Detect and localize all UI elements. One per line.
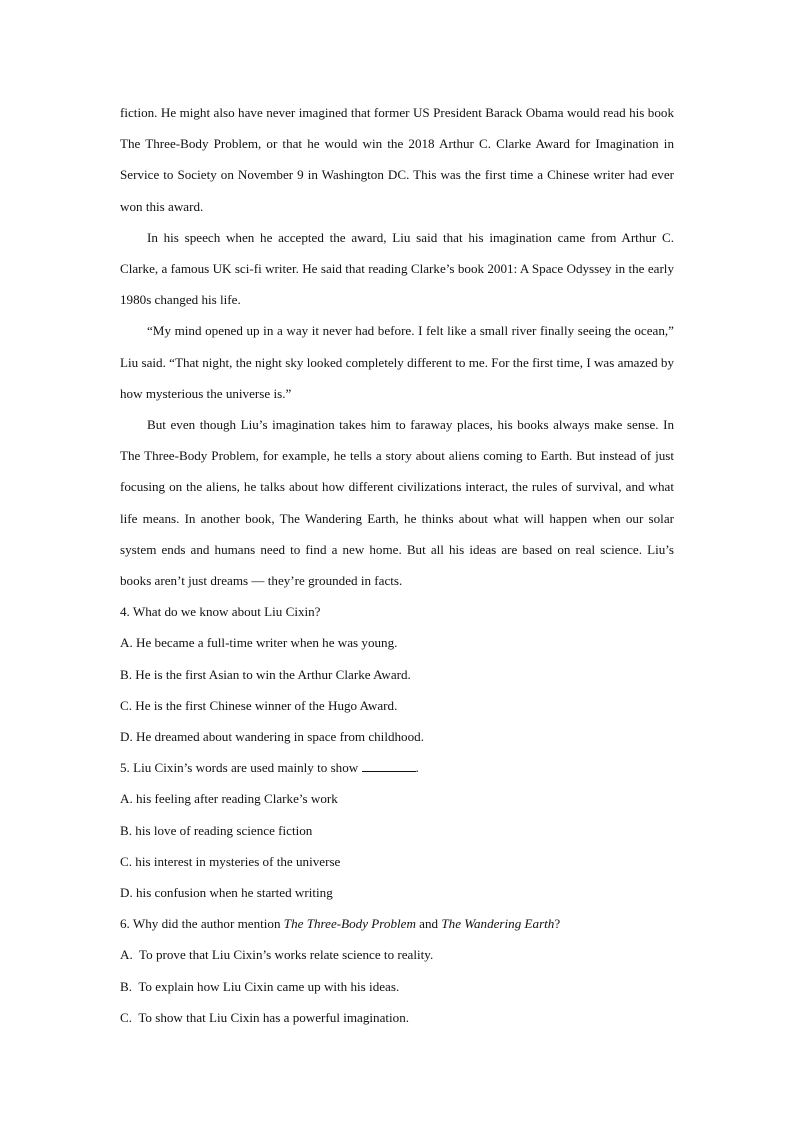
question-5-option-c: C. his interest in mysteries of the universe: [120, 853, 341, 869]
question-6-stem-mid: and: [415, 916, 442, 932]
book-title-wandering-earth: The Wandering Earth: [441, 916, 555, 932]
question-6-option-b: B. To explain how Liu Cixin came up with his ideas.: [120, 978, 400, 994]
question-5-option-a: A. his feeling after reading Clarke’s work: [120, 791, 338, 807]
question-4-stem: 4. What do we know about Liu Cixin?: [120, 604, 321, 620]
page-content: [120, 97, 674, 1033]
question-5-option-d: D. his confusion when he started writing: [120, 885, 333, 901]
question-4-option-a: A. He became a full-time writer when he was young.: [120, 635, 398, 651]
question-6-option-a: A. To prove that Liu Cixin’s works relate science to reality.: [120, 947, 434, 963]
question-6-stem: [120, 908, 674, 939]
answer-blank: [362, 759, 416, 772]
passage-paragraph-3: “My mind opened up in a way it never had before. I felt like a small river finally seeing the ocean,” Liu said. “That night, the night sky looked completely different to me. For the first time, I was amazed by how mysterious the universe is.”: [120, 323, 674, 401]
passage-paragraph-2: In his speech when he accepted the award, Liu said that his imagination came from Arthur C. Clarke, a famous UK sci-fi writer. He said that reading Clarke’s book 2001: A Space Odyssey in the early 1980s changed his life.: [120, 229, 674, 308]
passage-paragraph-1: fiction. He might also have never imagined that former US President Barack Obama would read his book The Three-Body Problem, or that he would win the 2018 Arthur C. Clarke Award for Imagination in Service to Society on November 9 in Washington DC. This was the first time a Chinese writer had ever won this award.: [120, 105, 674, 214]
question-6-option-c: C. To show that Liu Cixin has a powerful imagination.: [120, 1009, 410, 1025]
question-6-stem-prefix: 6. Why did the author mention: [120, 916, 284, 932]
question-5-stem-text: 5. Liu Cixin’s words are used mainly to show: [120, 760, 359, 776]
passage-paragraph-4: But even though Liu’s imagination takes him to faraway places, his books always make sense. In The Three-Body Problem, for example, he tells a story about aliens coming to Earth. But instead of just focusing on the aliens, he talks about how different civilizations interact, the rules of survival, and what life means. In another book, The Wandering Earth, he thinks about what will happen when our solar system ends and humans need to find a new home. But all his ideas are based on real science. Liu’s books aren’t just dreams — they’re grounded in facts.: [120, 417, 674, 589]
book-title-three-body: The Three-Body Problem: [283, 916, 416, 932]
question-6-stem-end: ?: [554, 916, 561, 932]
question-4-option-b: B. He is the first Asian to win the Arthur Clarke Award.: [120, 666, 411, 682]
question-4-option-d: D. He dreamed about wandering in space from childhood.: [120, 729, 424, 745]
question-4-option-c: C. He is the first Chinese winner of the Hugo Award.: [120, 697, 398, 713]
question-5-stem-end: .: [415, 760, 419, 776]
question-5-option-b: B. his love of reading science fiction: [120, 822, 313, 838]
question-5-stem: [120, 752, 674, 783]
